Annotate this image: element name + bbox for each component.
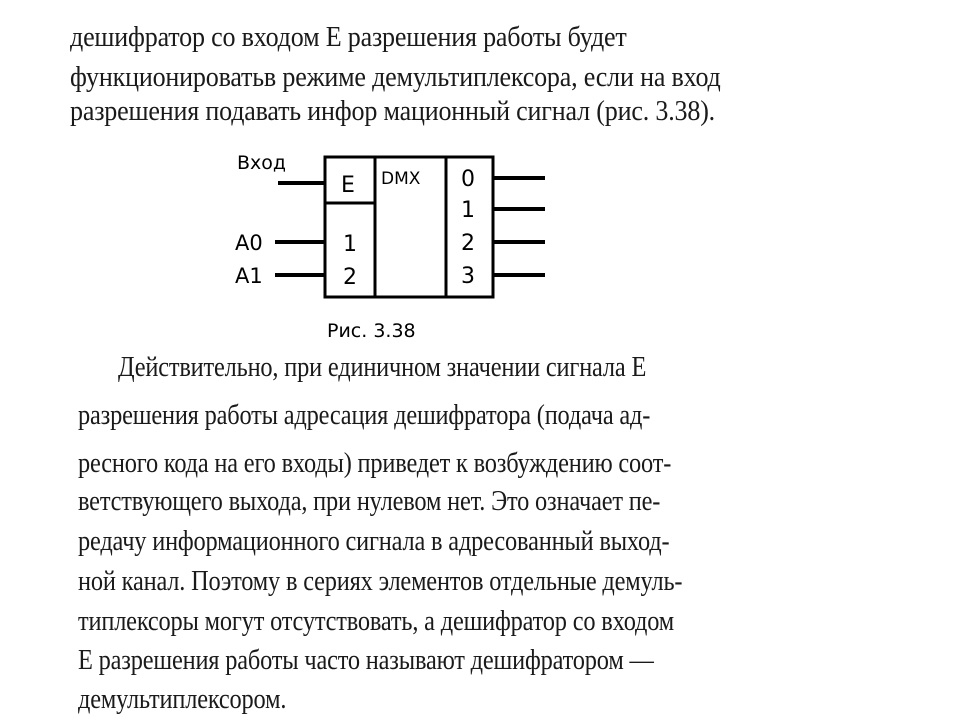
address-label-a1: A1 [235,264,263,288]
dmx-diagram [225,145,555,345]
output-pin-0: 0 [461,167,475,192]
text-line: разрешения подавать инфор мационный сигнал (рис. 3.38). [70,96,716,127]
text-line: типлексоры могут отсутствовать, а дешифратор со входом [78,606,675,637]
figure-caption: Рис. 3.38 [327,320,416,342]
text-line: ветствующего выхода, при нулевом нет. Это означает пе- [78,486,661,517]
text-line: Действительно, при единичном значении сигнала E [118,352,647,383]
output-pin-1: 1 [461,198,475,223]
output-pin-2: 2 [461,231,475,256]
text-line: редачу информационного сигнала в адресованный выход- [78,526,670,557]
input-label: Вход [237,152,287,174]
text-line: функционироватьв режиме демультиплексора, если на вход [70,62,721,93]
block-label: DMX [381,169,421,189]
text-line: ной канал. Поэтому в сериях элементов отдельные демуль- [78,566,683,597]
address-pin-2: 2 [343,265,357,290]
dmx-diagram-svg [225,145,555,345]
enable-label: E [341,173,355,198]
text-line: дешифратор со входом E разрешения работы будет [70,22,627,53]
text-line: E разрешения работы часто называют дешифратором — [78,645,654,676]
text-line: разрешения работы адресация дешифратора (подача ад- [78,400,651,431]
output-pin-3: 3 [461,264,475,289]
text-line: ресного кода на его входы) приведет к возбуждению соот- [78,448,672,479]
text-line: демультиплексором. [78,684,287,715]
address-label-a0: A0 [235,231,263,255]
address-pin-1: 1 [343,232,357,257]
